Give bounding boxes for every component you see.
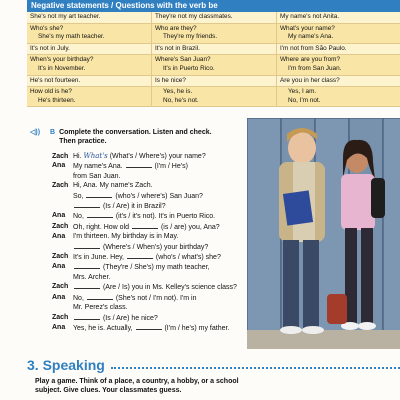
line-text <box>73 252 260 262</box>
answer-blank[interactable] <box>127 252 153 259</box>
conversation-line <box>52 252 260 262</box>
table-cell: I'm not from São Paulo. <box>280 44 347 52</box>
line-post-text: (Are / Is) you in Ms. Kelley's science class? <box>102 284 237 292</box>
conversation-line <box>52 191 260 201</box>
table-row <box>27 55 400 75</box>
table-cell: She's not my art teacher. <box>27 12 152 23</box>
line-post-text: (I'm / He's) <box>154 163 188 171</box>
speaker-name: Ana <box>52 323 66 331</box>
line-post-text: (They're / She's) my math teacher, <box>102 264 210 272</box>
audio-icon[interactable]: ◁)) <box>30 129 41 136</box>
table-cell: Is he nice? <box>152 76 277 87</box>
table-question: Who's she? <box>30 24 64 32</box>
speaker-name: Zach <box>52 253 69 261</box>
line-post-text: (who's / what's) she? <box>155 254 221 262</box>
speaking-section <box>27 357 400 395</box>
speaker-name <box>52 273 73 282</box>
line-post-text: (who's / where's) San Juan? <box>115 192 203 200</box>
line-post-text: (She's not / I'm not). I'm in <box>115 294 197 302</box>
section-b <box>30 128 260 333</box>
line-text <box>73 152 260 161</box>
students-photo <box>247 118 400 349</box>
table-cell <box>27 55 152 74</box>
line-pre-text: No, <box>73 213 84 221</box>
line-pre-text: My name's Ana. <box>73 163 123 171</box>
line-text <box>73 242 260 252</box>
line-post-text: (Where's / When's) your birthday? <box>102 243 209 251</box>
line-text <box>73 181 260 190</box>
table-row <box>27 24 400 44</box>
answer-blank[interactable] <box>74 282 100 289</box>
line-pre-text: So, <box>73 192 84 200</box>
speaker-name: Zach <box>52 222 69 230</box>
line-post-text: (is / are) you, Ana? <box>160 223 220 231</box>
table-question: What's your name? <box>280 24 335 32</box>
conversation-line <box>52 161 260 171</box>
conversation-line <box>52 303 260 312</box>
table-cell: It's not in Brazil. <box>152 44 277 55</box>
speaker-name: Zach <box>52 182 69 190</box>
conversation-line <box>52 323 260 333</box>
section-b-label: B <box>50 129 56 136</box>
table-cell: It's not in July. <box>27 44 152 55</box>
grammar-table-body <box>27 12 400 107</box>
section-b-instruction: Complete the conversation. Listen and check. Then practice. <box>59 129 212 145</box>
speaker-name <box>52 191 73 201</box>
answer-blank[interactable] <box>132 222 158 229</box>
speaker-name: Zach <box>52 313 69 321</box>
table-answer: No, I'm not. <box>288 96 321 104</box>
speaking-instructions: Play a game. Think of a place, a country, a hobby, or a school subject. Give clues. Your classmates guess. <box>35 378 239 394</box>
line-post-text: (I'm / he's) my father. <box>164 324 230 332</box>
speaker-name: Ana <box>52 233 66 241</box>
line-text <box>73 323 260 333</box>
conversation-line <box>52 172 260 181</box>
table-row <box>27 87 400 107</box>
table-answer: They're my friends. <box>163 33 218 41</box>
table-cell: Are you in her class? <box>280 76 340 84</box>
speaker-name: Ana <box>52 263 66 271</box>
table-question: Where are you from? <box>280 56 341 64</box>
table-question: When's your birthday? <box>30 56 94 64</box>
speaking-title-row <box>27 357 400 373</box>
table-cell <box>152 24 277 43</box>
answer-blank[interactable] <box>136 323 162 330</box>
conversation-line <box>52 232 260 241</box>
speaker-name: Ana <box>52 212 66 220</box>
speaking-title: 3. Speaking <box>27 357 105 373</box>
speaker-name: Zach <box>52 283 69 291</box>
line-post-text: (What's / Where's) your name? <box>109 153 206 160</box>
line-text <box>73 201 260 211</box>
line-pre-text: from San Juan. <box>73 172 121 180</box>
speaker-name: Ana <box>52 162 66 170</box>
conversation-line <box>52 181 260 190</box>
table-cell: They're not my classmates. <box>152 12 277 23</box>
line-text <box>73 172 260 181</box>
table-answer: It's in Puerto Rico. <box>163 64 215 72</box>
conversation <box>52 152 260 333</box>
line-text <box>73 303 260 312</box>
conversation-line <box>52 211 260 221</box>
table-cell <box>27 87 152 106</box>
answer-blank[interactable] <box>87 211 113 218</box>
line-post-text: (Is / Are) he nice? <box>102 314 158 322</box>
line-pre-text: I'm thirteen. My birthday is in May. <box>73 233 179 241</box>
grammar-table <box>27 0 400 107</box>
line-text <box>73 222 260 232</box>
table-cell <box>152 87 277 106</box>
conversation-line <box>52 262 260 272</box>
conversation-line <box>52 293 260 303</box>
speaker-name <box>52 201 73 211</box>
line-pre-text: Yes, he is. Actually, <box>73 324 133 332</box>
grammar-table-header: Negative statements / Questions with the verb be <box>27 0 400 12</box>
answer-blank[interactable] <box>74 262 100 269</box>
section-b-header <box>30 128 260 146</box>
conversation-line <box>52 222 260 232</box>
table-cell <box>152 55 277 74</box>
table-cell <box>277 87 400 106</box>
line-text <box>73 282 260 292</box>
speaker-name <box>52 172 73 181</box>
line-pre-text: Hi. <box>73 153 82 160</box>
title-divider <box>111 361 400 369</box>
line-text <box>73 161 260 171</box>
table-answer: Yes, he is. <box>163 88 193 96</box>
conversation-line <box>52 201 260 211</box>
table-answer: I'm from San Juan. <box>288 64 342 72</box>
answer-blank[interactable] <box>74 242 100 249</box>
line-pre-text: Mr. Perez's class. <box>73 304 128 312</box>
table-answer: He's thirteen. <box>38 96 76 104</box>
table-question: Where's San Juan? <box>155 56 211 64</box>
line-pre-text: Oh, right. How old <box>73 223 130 231</box>
answer-blank[interactable] <box>86 191 112 198</box>
conversation-line <box>52 273 260 282</box>
answer-blank[interactable] <box>74 201 100 208</box>
table-cell <box>27 24 152 43</box>
line-text <box>73 191 260 201</box>
line-pre-text: It's in June. Hey, <box>73 254 125 262</box>
table-question: Who are they? <box>155 24 197 32</box>
line-text <box>73 313 260 323</box>
speaker-name: Zach <box>52 153 69 160</box>
line-post-text: (Is / Are) it in Brazil? <box>102 203 166 211</box>
table-cell <box>277 55 400 74</box>
answer-blank[interactable] <box>87 293 113 300</box>
table-cell <box>277 24 400 43</box>
conversation-line <box>52 282 260 292</box>
answer-blank[interactable] <box>74 313 100 320</box>
table-row <box>27 44 400 56</box>
line-text <box>73 293 260 303</box>
line-text <box>73 273 260 282</box>
table-row <box>27 12 400 24</box>
line-pre-text: Mrs. Archer. <box>73 273 111 281</box>
line-text <box>73 262 260 272</box>
line-text <box>73 211 260 221</box>
table-cell: He's not fourteen. <box>27 76 152 87</box>
table-answer: She's my math teacher. <box>38 33 105 41</box>
conversation-line <box>52 313 260 323</box>
speaker-name: Ana <box>52 293 66 301</box>
line-pre-text: No, <box>73 294 84 302</box>
line-post-text: (it's / it's not). It's in Puerto Rico. <box>115 213 216 221</box>
students-illustration <box>247 118 400 349</box>
speaker-name <box>52 242 73 252</box>
handwritten-answer[interactable]: What's <box>83 152 108 160</box>
conversation-line <box>52 152 260 161</box>
table-answer: No, he's not. <box>163 96 199 104</box>
table-answer: It's in November. <box>38 64 86 72</box>
table-question: How old is he? <box>30 88 72 96</box>
speaker-name <box>52 303 73 312</box>
line-pre-text: Hi, Ana. My name's Zach. <box>73 182 153 190</box>
table-row <box>27 76 400 88</box>
line-text <box>73 232 260 241</box>
table-answer: Yes, I am. <box>288 88 317 96</box>
table-cell: My name's not Anita. <box>280 13 340 20</box>
table-answer: My name's Ana. <box>288 33 334 41</box>
answer-blank[interactable] <box>126 161 152 168</box>
conversation-line <box>52 242 260 252</box>
